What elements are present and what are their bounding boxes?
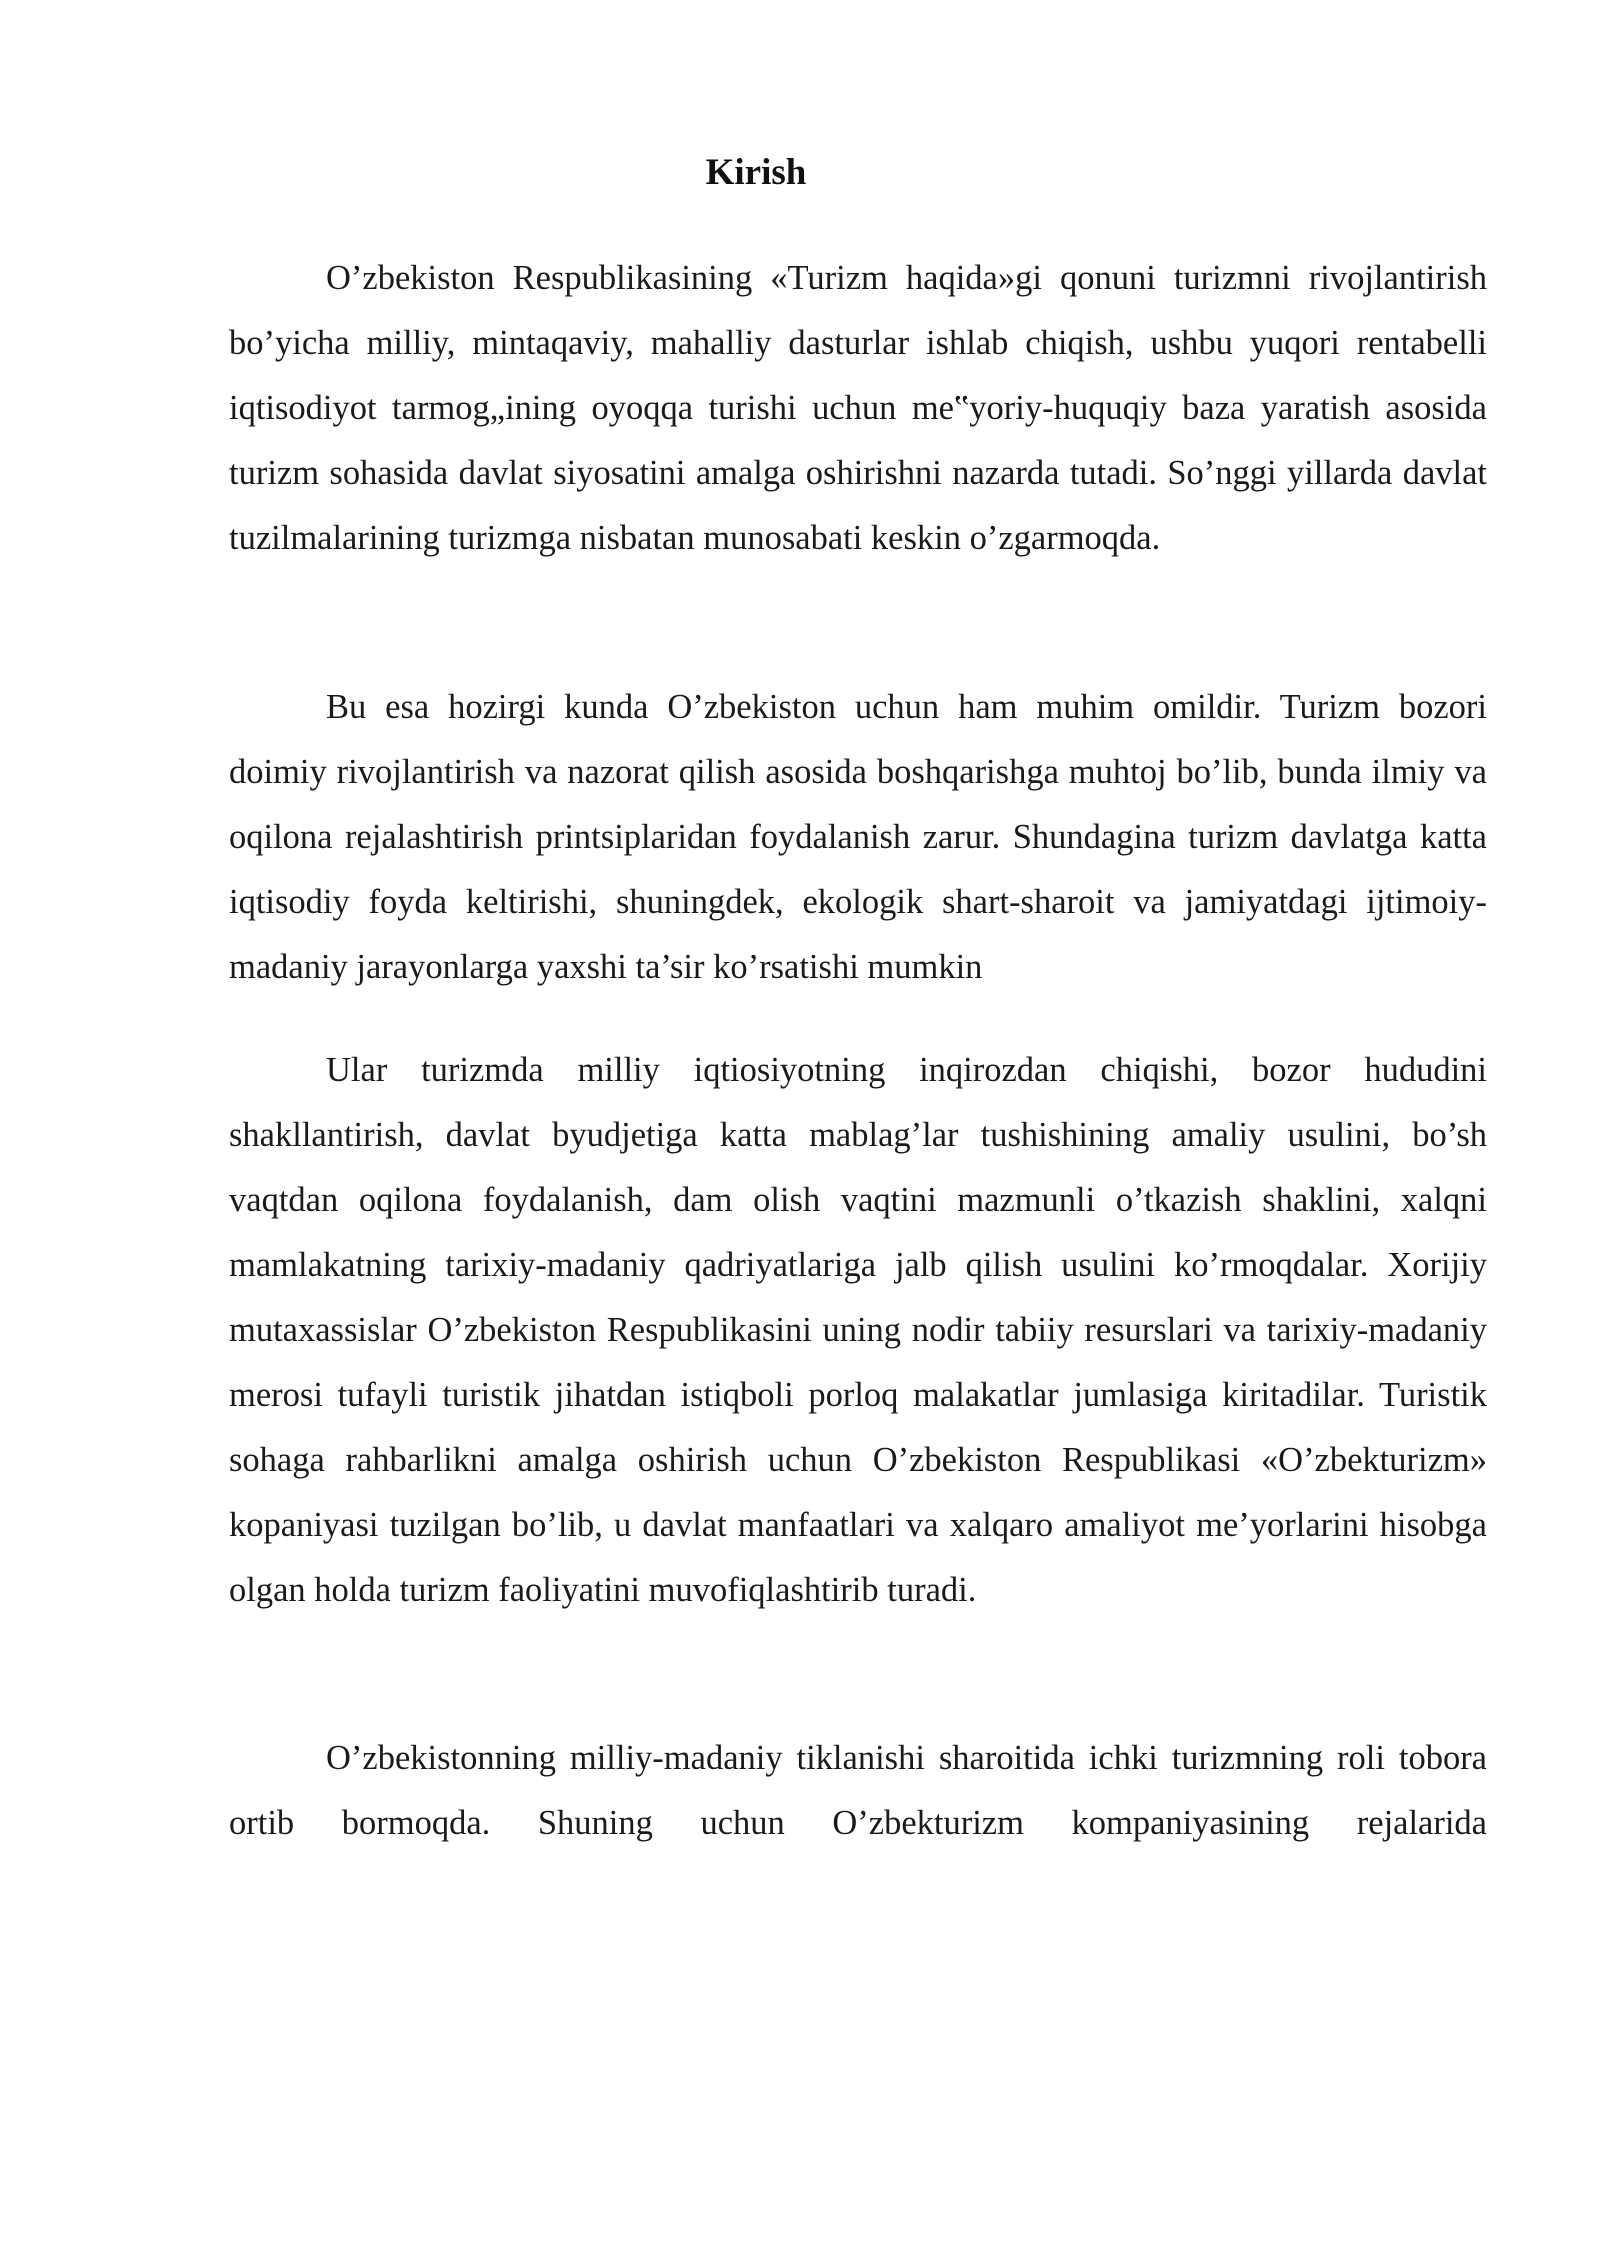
paragraph-4: O’zbekistonning milliy-madaniy tiklanishi sharoitida ichki turizmning roli tobora ortib bormoqda. Shuning uchun O’zbekturizm kompaniyasining rejalarida <box>229 1739 1487 1842</box>
paragraph-1: O’zbekiston Respublikasining «Turizm haqida»gi qonuni turizmni rivojlantirish bo’yicha milliy, mintaqaviy, mahalliy dasturlar ishlab chiqish, ushbu yuqori rentabelli iqtisodiyot tarmog„ining oyoqqa turishi uchun me‟yoriy-huquqiy baza yaratish asosida turizm sohasida davlat siyosatini amalga oshirishni nazarda tutadi. So’nggi yillarda davlat tuzilmalarining turizmga nisbatan munosabati keskin o’zgarmoqda. <box>229 259 1487 557</box>
paragraph-3: Ular turizmda milliy iqtiosiyotning inqirozdan chiqishi, bozor hududini shakllantirish, davlat byudjetiga katta mablag’lar tushishining amaliy usulini, bo’sh vaqtdan oqilona foydalanish, dam olish vaqtini mazmunli o’tkazish shaklini, xalqni mamlakatning tarixiy-madaniy qadriyatlariga jalb qilish usulini ko’rmoqdalar. Xorijiy mutaxassislar O’zbekiston Respublikasini uning nodir tabiiy resurslari va tarixiy-madaniy merosi tufayli turistik jihatdan istiqboli porloq malakatlar jumlasiga kiritadilar. Turistik sohaga rahbarlikni amalga oshirish uchun O’zbekiston Respublikasi «O’zbekturizm» kopaniyasi tuzilgan bo’lib, u davlat manfaatlari va xalqaro amaliyot me’yorlarini hisobga olgan holda turizm faoliyatini muvofiqlashtirib turadi. <box>229 1051 1487 1609</box>
paragraph-2: Bu esa hozirgi kunda O’zbekiston uchun ham muhim omildir. Turizm bozori doimiy rivojlantirish va nazorat qilish asosida boshqarishga muhtoj bo’lib, bunda ilmiy va oqilona rejalashtirish printsiplaridan foydalanish zarur. Shundagina turizm davlatga katta iqtisodiy foyda keltirishi, shuningdek, ekologik shart-sharoit va jamiyatdagi ijtimoiy-madaniy jarayonlarga yaxshi ta’sir ko’rsatishi mumkin <box>229 688 1487 986</box>
page-title: Kirish <box>705 152 807 193</box>
